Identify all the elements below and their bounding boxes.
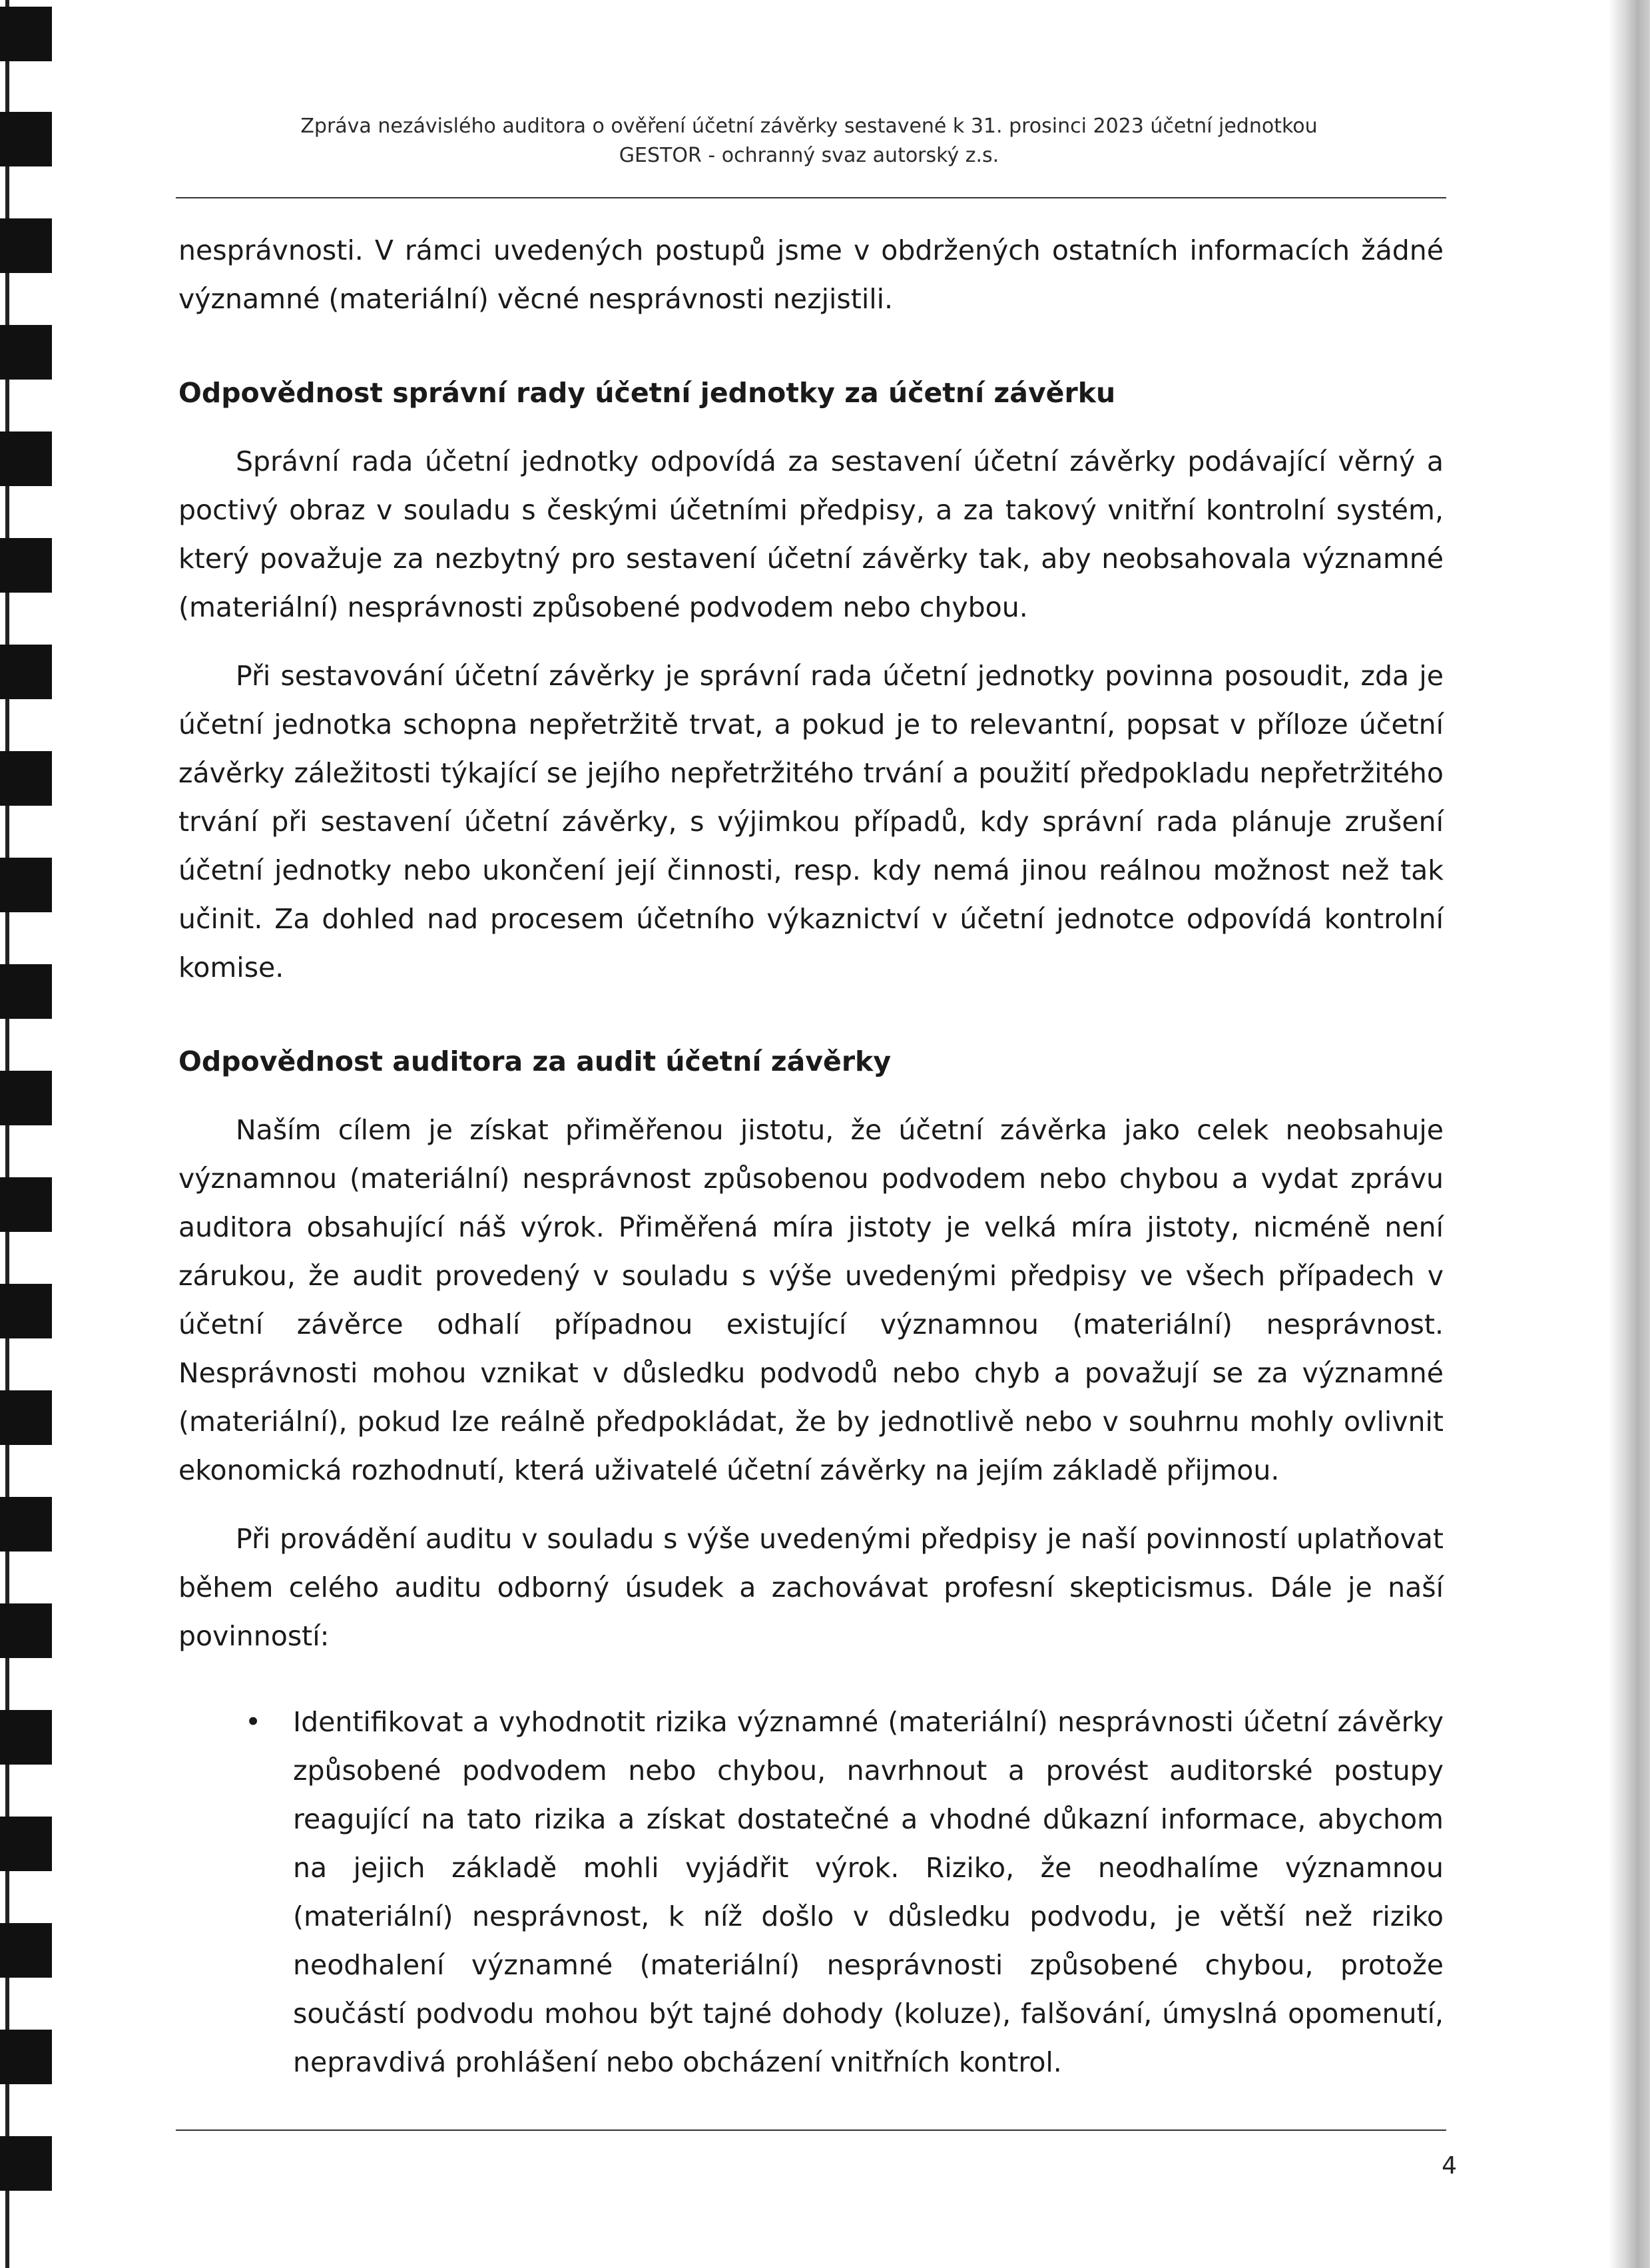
binding-hole xyxy=(0,218,52,273)
binding-hole xyxy=(0,1071,52,1125)
binding-hole xyxy=(0,1284,52,1338)
binding-hole xyxy=(0,1710,52,1765)
binding-hole xyxy=(0,1603,52,1658)
binding-hole xyxy=(0,538,52,593)
section-heading-auditor-responsibility: Odpovědnost auditora za audit účetní závěrky xyxy=(178,1045,892,1077)
paragraph-continuation: nesprávnosti. V rámci uvedených postupů jsme v obdržených ostatních informacích žádné významné (materiální) věcné nesprávnosti nezjistili. xyxy=(178,234,1444,315)
page-number: 4 xyxy=(1442,2152,1457,2179)
binding-hole xyxy=(0,1817,52,1871)
binding-hole xyxy=(0,645,52,699)
duties-list xyxy=(178,1698,1444,2087)
list-item xyxy=(178,1698,1444,2087)
binding-hole xyxy=(0,2136,52,2191)
binding-hole xyxy=(0,1923,52,1978)
list-item-text: Identifikovat a vyhodnotit rizika významné (materiální) nesprávnosti účetní závěrky způsobené podvodem nebo chybou, navrhnout a provést auditorské postupy reagující na tato rizika a získat dostatečné a vhodné důkazní informace, abychom na jejich základě mohli vyjádřit výrok. Riziko, že neodhalíme významnou (materiální) nesprávnost, k níž došlo v důsledku podvodu, je větší než riziko neodhalení významné (materiální) nesprávnosti způsobené chybou, protože součástí podvodu mohou být tajné dohody (koluze), falšování, úmyslná opomenutí, nepravdivá prohlášení nebo obcházení vnitřních kontrol. xyxy=(293,1706,1444,2078)
spiral-binding xyxy=(0,0,53,2268)
binding-hole xyxy=(0,431,52,486)
header-line-1: Zpráva nezávislého auditora o ověření účetní závěrky sestavené k 31. prosinci 2023 účetní jednotkou xyxy=(300,115,1318,138)
binding-hole xyxy=(0,751,52,806)
section-heading-board-responsibility: Odpovědnost správní rady účetní jednotky za účetní závěrku xyxy=(178,377,1116,409)
paragraph-board-responsibility: Správní rada účetní jednotky odpovídá za sestavení účetní závěrky podávající věrný a poctivý obraz v souladu s českými účetními předpisy, a za takový vnitřní kontrolní systém, který považuje za nezbytný pro sestavení účetní závěrky tak, aby neobsahovala významné (materiální) nesprávnosti způsobené podvodem nebo chybou. xyxy=(178,445,1444,623)
binding-hole xyxy=(0,1177,52,1232)
binding-hole xyxy=(0,2030,52,2084)
bullet-marker: • xyxy=(245,1706,262,1738)
binding-hole xyxy=(0,1390,52,1445)
binding-hole xyxy=(0,964,52,1019)
page-header xyxy=(173,112,1445,170)
page-body xyxy=(178,226,1444,2087)
paragraph-going-concern: Při sestavování účetní závěrky je správní rada účetní jednotky povinna posoudit, zda je účetní jednotka schopna nepřetržitě trvat, a pokud je to relevantní, popsat v příloze účetní závěrky záležitosti týkající se jejího nepřetržitého trvání a použití předpokladu nepřetržitého trvání při sestavení účetní závěrky, s výjimkou případů, kdy správní rada plánuje zrušení účetní jednotky nebo ukončení její činnosti, resp. kdy nemá jinou reálnou možnost než tak učinit. Za dohled nad procesem účetního výkaznictví v účetní jednotce odpovídá kontrolní komise. xyxy=(178,660,1444,984)
footer-divider xyxy=(176,2129,1446,2131)
binding-hole xyxy=(0,7,52,61)
page-edge-shadow xyxy=(1609,0,1650,2268)
binding-hole xyxy=(0,325,52,380)
paragraph-audit-objective: Naším cílem je získat přiměřenou jistotu, že účetní závěrka jako celek neobsahuje významnou (materiální) nesprávnost způsobenou podvodem nebo chybou a vydat zprávu auditora obsahující náš výrok. Přiměřená míra jistoty je velká míra jistoty, nicméně není zárukou, že audit provedený v souladu s výše uvedenými předpisy ve všech případech v účetní závěrce odhalí případnou existující významnou (materiální) nesprávnost. Nesprávnosti mohou vznikat v důsledku podvodů nebo chyb a považují se za významné (materiální), pokud lze reálně předpokládat, že by jednotlivě nebo v souhrnu mohly ovlivnit ekonomická rozhodnutí, která uživatelé účetní závěrky na jejím základě přijmou. xyxy=(178,1114,1444,1486)
paragraph-audit-duties: Při provádění auditu v souladu s výše uvedenými předpisy je naší povinností uplatňovat během celého auditu odborný úsudek a zachovávat profesní skepticismus. Dále je naší povinností: xyxy=(178,1523,1444,1652)
binding-hole xyxy=(0,1497,52,1552)
header-line-2: GESTOR - ochranný svaz autorský z.s. xyxy=(619,144,999,167)
binding-hole xyxy=(0,858,52,912)
header-divider xyxy=(176,197,1446,198)
binding-hole xyxy=(0,112,52,166)
